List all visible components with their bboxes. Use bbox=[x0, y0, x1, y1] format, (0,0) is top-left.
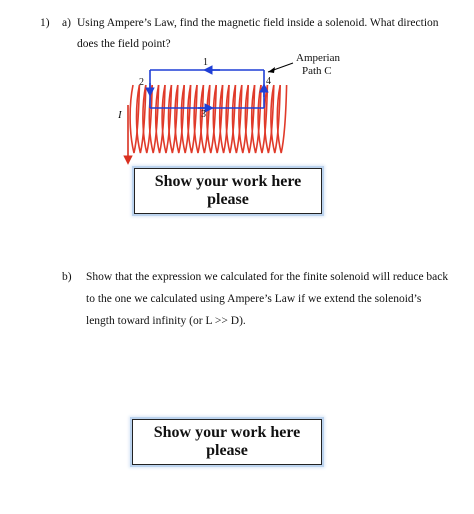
work-box-b-line-1: Show your work here bbox=[153, 424, 301, 441]
work-box-a-line-1: Show your work here bbox=[154, 173, 302, 190]
work-box-a-line-2: please bbox=[207, 191, 249, 208]
current-label: I bbox=[118, 109, 122, 121]
part-a-question-line-1: Using Ampere’s Law, find the magnetic field inside a solenoid. What direction bbox=[77, 17, 439, 29]
part-b-line-1: Show that the expression we calculated for the finite solenoid will reduce back bbox=[86, 271, 449, 283]
part-a-question-line-2: does the field point? bbox=[77, 38, 171, 50]
amperian-label-line-1: Amperian bbox=[296, 52, 340, 64]
work-box-b[interactable] bbox=[132, 419, 322, 465]
solenoid-coil bbox=[130, 85, 286, 153]
segment-label-3: 3 bbox=[201, 109, 206, 120]
part-b-label: b) bbox=[62, 271, 72, 283]
segment-label-4: 4 bbox=[266, 76, 271, 87]
part-b-line-2: to the one we calculated using Ampere’s Law if we extend the solenoid’s bbox=[86, 293, 422, 305]
segment-label-2: 2 bbox=[139, 77, 144, 88]
work-box-a[interactable] bbox=[134, 168, 322, 214]
amperian-label-line-2: Path C bbox=[302, 65, 332, 77]
part-a-label: a) bbox=[62, 17, 71, 29]
segment-label-1: 1 bbox=[203, 57, 208, 68]
problem-number: 1) bbox=[40, 17, 50, 29]
work-box-b-line-2: please bbox=[206, 442, 248, 459]
part-b-line-3: length toward infinity (or L >> D). bbox=[86, 315, 246, 327]
